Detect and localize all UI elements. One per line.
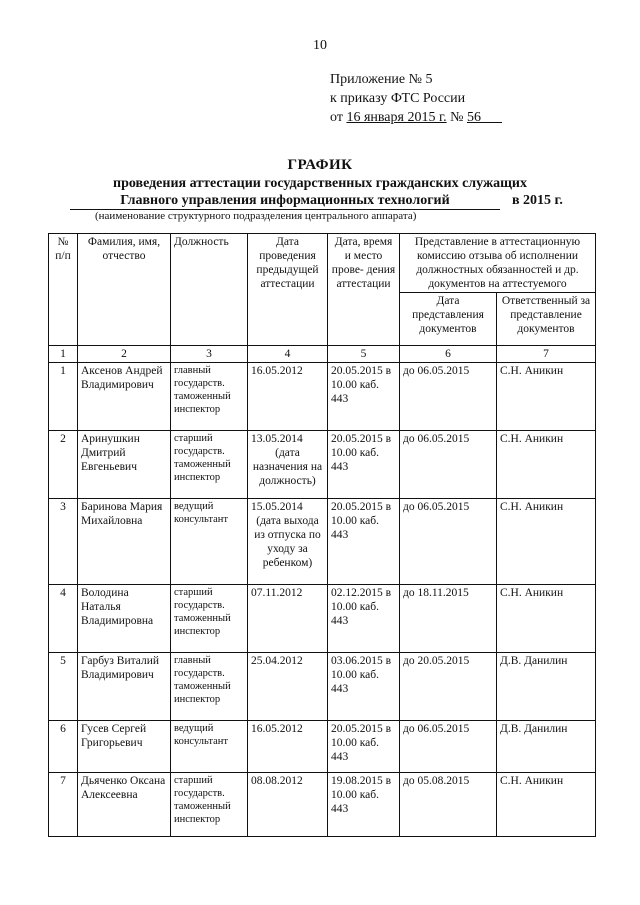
responsible-cell: С.Н. Аникин: [497, 363, 596, 431]
annex-line3: [330, 108, 502, 127]
position-cell: ведущий консультант: [171, 721, 248, 773]
header-responsible: Ответственный за представление документов: [497, 293, 596, 346]
column-number: 2: [78, 346, 171, 363]
attestation-schedule-table: [48, 233, 596, 837]
department-note: (наименование структурного подразделения центрального аппарата): [95, 210, 417, 222]
position-cell: старший государств. таможенный инспектор: [171, 773, 248, 837]
header-position: Должность: [171, 234, 248, 346]
position-cell: главный государств. таможенный инспектор: [171, 653, 248, 721]
prev-attestation-cell: [248, 653, 328, 721]
column-number: 6: [400, 346, 497, 363]
prev-attestation-cell: [248, 773, 328, 837]
header-submission-date: Дата представления документов: [400, 293, 497, 346]
header-prev-date: Дата проведения предыдущей аттестации: [248, 234, 328, 346]
attestation-datetime-cell: 20.05.2015 в 10.00 каб. 443: [328, 431, 400, 499]
prev-attestation-cell: [248, 499, 328, 585]
submission-date-cell: до 06.05.2015: [400, 721, 497, 773]
prev-date: 16.05.2012: [251, 723, 303, 735]
responsible-cell: С.Н. Аникин: [497, 499, 596, 585]
table-row: [49, 431, 596, 499]
prev-attestation-cell: [248, 431, 328, 499]
header-datetime-place: Дата, время и место прове- дения аттестации: [328, 234, 400, 346]
prev-date: 16.05.2012: [251, 365, 303, 377]
row-num-cell: 5: [49, 653, 78, 721]
responsible-cell: С.Н. Аникин: [497, 585, 596, 653]
attestation-datetime-cell: 19.08.2015 в 10.00 каб. 443: [328, 773, 400, 837]
document-subtitle: проведения аттестации государственных гражданских служащих: [113, 176, 527, 191]
annex-line2: к приказу ФТС России: [330, 91, 466, 106]
department-name: Главного управления информационных технологий: [70, 193, 500, 210]
row-num-cell: 4: [49, 585, 78, 653]
header-name: Фамилия, имя, отчество: [78, 234, 171, 346]
employee-name-cell: Дьяченко Оксана Алексеевна: [78, 773, 171, 837]
table-row: [49, 585, 596, 653]
row-num-cell: 7: [49, 773, 78, 837]
employee-name-cell: Аксенов Андрей Владимирович: [78, 363, 171, 431]
page-number: 10: [313, 38, 327, 53]
table-row: [49, 363, 596, 431]
prev-attestation-cell: [248, 585, 328, 653]
attestation-datetime-cell: 03.06.2015 в 10.00 каб. 443: [328, 653, 400, 721]
submission-date-cell: до 18.11.2015: [400, 585, 497, 653]
responsible-cell: Д.В. Данилин: [497, 653, 596, 721]
employee-name-cell: Гусев Сергей Григорьевич: [78, 721, 171, 773]
prev-attestation-cell: [248, 721, 328, 773]
employee-name-cell: Аринушкин Дмитрий Евгеньевич: [78, 431, 171, 499]
position-cell: главный государств. таможенный инспектор: [171, 363, 248, 431]
attestation-datetime-cell: 20.05.2015 в 10.00 каб. 443: [328, 363, 400, 431]
row-num-cell: 6: [49, 721, 78, 773]
position-cell: ведущий консультант: [171, 499, 248, 585]
position-cell: старший государств. таможенный инспектор: [171, 585, 248, 653]
annex-date: 16 января 2015 г.: [346, 110, 447, 125]
document-title: ГРАФИК: [287, 157, 353, 173]
table-row: [49, 499, 596, 585]
column-number: 3: [171, 346, 248, 363]
submission-date-cell: до 06.05.2015: [400, 431, 497, 499]
prev-date: 25.04.2012: [251, 655, 303, 667]
row-num-cell: 3: [49, 499, 78, 585]
table-row: [49, 653, 596, 721]
attestation-datetime-cell: 02.12.2015 в 10.00 каб. 443: [328, 585, 400, 653]
prev-date: 07.11.2012: [251, 587, 303, 599]
column-number: 5: [328, 346, 400, 363]
prev-date-note: (дата назначения на должность): [252, 447, 323, 487]
responsible-cell: С.Н. Аникин: [497, 431, 596, 499]
attestation-datetime-cell: 20.05.2015 в 10.00 каб. 443: [328, 721, 400, 773]
annex-block: [330, 70, 502, 127]
row-num-cell: 1: [49, 363, 78, 431]
header-submission-group: Представление в аттестационную комиссию отзыва об исполнении должностных обязанностей и др. документов на аттестуемого: [400, 234, 596, 293]
responsible-cell: С.Н. Аникин: [497, 773, 596, 837]
row-num-cell: 2: [49, 431, 78, 499]
column-number-row: [49, 346, 596, 363]
header-num: № п/п: [49, 234, 78, 346]
submission-date-cell: до 05.08.2015: [400, 773, 497, 837]
annex-number-label: №: [450, 110, 464, 125]
responsible-cell: Д.В. Данилин: [497, 721, 596, 773]
column-number: 7: [497, 346, 596, 363]
table-row: [49, 721, 596, 773]
employee-name-cell: Баринова Мария Михайловна: [78, 499, 171, 585]
prev-attestation-cell: [248, 363, 328, 431]
column-number: 1: [49, 346, 78, 363]
prev-date: 08.08.2012: [251, 775, 303, 787]
prev-date: 15.05.2014: [251, 501, 303, 513]
employee-name-cell: Гарбуз Виталий Владимирович: [78, 653, 171, 721]
annex-from-label: от: [330, 110, 343, 125]
attestation-datetime-cell: 20.05.2015 в 10.00 каб. 443: [328, 499, 400, 585]
annex-number: 56: [466, 110, 481, 125]
year-label: в 2015 г.: [512, 193, 563, 208]
submission-date-cell: до 06.05.2015: [400, 499, 497, 585]
column-number: 4: [248, 346, 328, 363]
annex-line1: Приложение № 5: [330, 72, 433, 87]
position-cell: старший государств. таможенный инспектор: [171, 431, 248, 499]
table-row: [49, 773, 596, 837]
employee-name-cell: Володина Наталья Владимировна: [78, 585, 171, 653]
prev-date: 13.05.2014: [251, 433, 303, 445]
submission-date-cell: до 06.05.2015: [400, 363, 497, 431]
prev-date-note: (дата выхода из отпуска по уходу за ребенком): [254, 515, 321, 569]
submission-date-cell: до 20.05.2015: [400, 653, 497, 721]
